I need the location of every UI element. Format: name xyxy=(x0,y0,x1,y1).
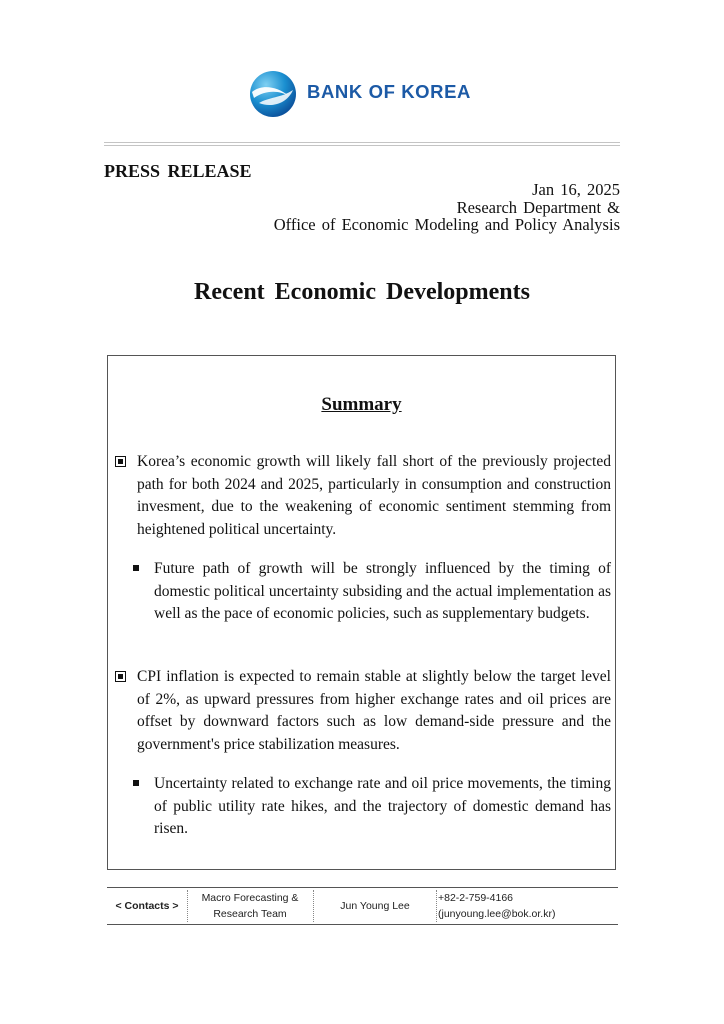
contact-phone: +82-2-759-4166 xyxy=(438,892,514,904)
square-bullet-icon xyxy=(133,780,139,786)
contacts-table xyxy=(107,887,618,925)
department-line-1: Research Department & xyxy=(456,198,620,217)
header-rule-top xyxy=(104,142,620,143)
department-line-2: Office of Economic Modeling and Policy Analysis xyxy=(273,215,620,234)
summary-point-2-sub: Uncertainty related to exchange rate and oil price movements, the timing of public utility rate hikes, and the trajectory of domestic demand has risen. xyxy=(154,775,611,837)
summary-heading: Summary xyxy=(321,394,402,415)
summary-point-2: CPI inflation is expected to remain stable at slightly below the target level of 2%, as upward pressures from higher exchange rates and oil prices are offset by downward factors such as low demand-side pressure and the government's price stabilization measures. xyxy=(137,668,611,753)
team-line-1: Macro Forecasting & xyxy=(201,892,299,904)
contact-email[interactable]: (junyoung.lee@bok.or.kr) xyxy=(438,908,556,920)
summary-point-1: Korea’s economic growth will likely fall short of the previously projected path for both 2024 and 2025, particularly in consumption and construction invesment, due to the weakening of economic sentiment stemming from heightened political uncertainty. xyxy=(137,453,611,538)
bank-of-korea-logo xyxy=(249,70,489,118)
header-rule-bottom xyxy=(104,145,620,146)
checkbox-bullet-icon xyxy=(115,671,126,682)
square-bullet-icon xyxy=(133,565,139,571)
summary-point-1-sub: Future path of growth will be strongly influenced by the timing of domestic political uncertainty subsiding and the actual implementation as well as the pace of economic policies, such as supplementary budgets. xyxy=(154,560,611,622)
bank-emblem-icon xyxy=(249,70,297,118)
contacts-person: Jun Young Lee xyxy=(340,900,410,912)
contacts-label: < Contacts > xyxy=(115,900,179,912)
press-release-label: PRESS RELEASE xyxy=(104,161,252,181)
release-date: Jan 16, 2025 xyxy=(532,180,620,199)
bank-name: BANK OF KOREA xyxy=(307,81,472,102)
checkbox-bullet-icon xyxy=(115,456,126,467)
team-line-2: Research Team xyxy=(213,908,287,920)
divider xyxy=(436,890,437,922)
contacts-team xyxy=(188,888,312,924)
summary-box xyxy=(107,355,616,870)
page-title: Recent Economic Developments xyxy=(194,279,530,305)
contacts-details xyxy=(438,888,616,924)
